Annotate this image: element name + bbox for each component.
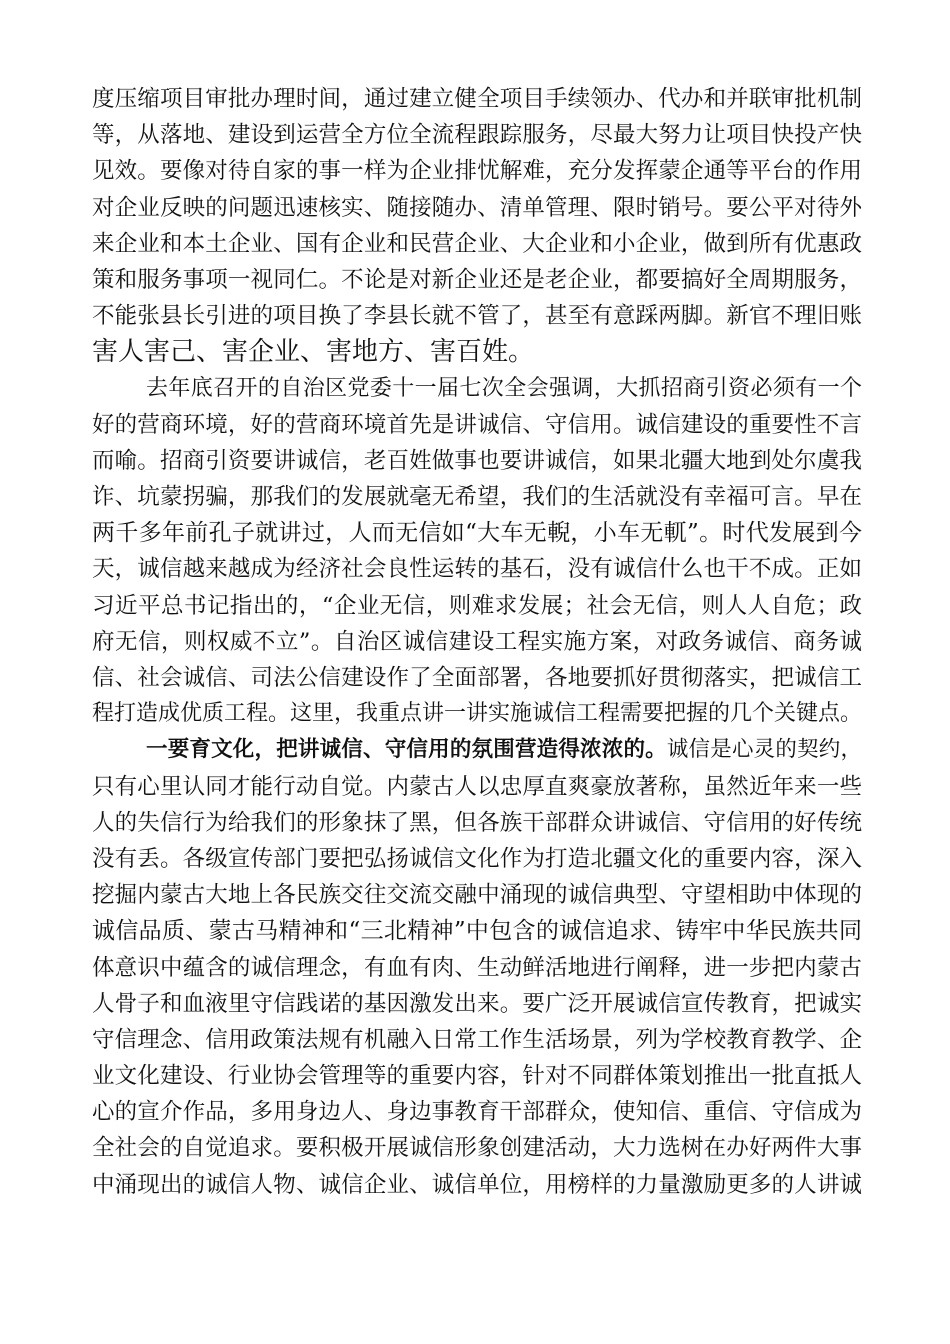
- paragraph-line: 只有心里认同才能行动自觉。内蒙古人以忠厚直爽豪放著称，虽然近年来一些: [92, 773, 862, 800]
- paragraph-line: 体意识中蕴含的诚信理念，有血有肉、生动鲜活地进行阐释，进一步把内蒙古: [92, 954, 862, 981]
- paragraph-line: 业文化建设、行业协会管理等的重要内容，针对不同群体策划推出一批直抵人: [92, 1063, 862, 1090]
- paragraph-line: 对企业反映的问题迅速核实、随接随办、清单管理、限时销号。要公平对待外: [92, 194, 862, 221]
- paragraph-line: 度压缩项目审批办理时间，通过建立健全项目手续领办、代办和并联审批机制: [92, 86, 862, 112]
- section-lead-heading: 一要育文化，把讲诚信、守信用的氛围营造得浓浓的。: [146, 737, 667, 763]
- paragraph-line: 人骨子和血液里守信践诺的基因激发出来。要广泛开展诚信宣传教育，把诚实: [92, 990, 862, 1017]
- paragraph-line: 信、社会诚信、司法公信建设作了全面部署，各地要抓好贯彻落实，把诚信工: [92, 665, 862, 691]
- paragraph-line: 天，诚信越来越成为经济社会良性运转的基石，没有诚信什么也干不成。正如: [92, 556, 862, 583]
- paragraph-line: 而喻。招商引资要讲诚信，老百姓做事也要讲诚信，如果北疆大地到处尔虞我: [92, 447, 862, 474]
- paragraph-line: 习近平总书记指出的，“企业无信，则难求发展；社会无信，则人人自危；政: [92, 592, 862, 619]
- paragraph-line: 见效。要像对待自家的事一样为企业排忧解难，充分发挥蒙企通等平台的作用: [92, 158, 862, 185]
- paragraph-3: [92, 732, 862, 1202]
- paragraph-line: 中涌现出的诚信人物、诚信企业、诚信单位，用榜样的力量激励更多的人讲诚: [92, 1171, 862, 1198]
- paragraph-line: 好的营商环境，好的营商环境首先是讲诚信、守信用。诚信建设的重要性不言: [92, 411, 862, 438]
- paragraph-line: [92, 732, 862, 768]
- paragraph-1: [92, 81, 862, 371]
- paragraph-line: 去年底召开的自治区党委十一届七次全会强调，大抓招商引资必须有一个: [146, 375, 862, 401]
- section-lead-text: 诚信是心灵的契约，: [666, 737, 862, 763]
- paragraph-line: 程打造成优质工程。这里，我重点讲一讲实施诚信工程需要把握的几个关键点。: [92, 701, 863, 727]
- paragraph-line: 诈、坑蒙拐骗，那我们的发展就毫无希望，我们的生活就没有幸福可言。早在: [92, 484, 862, 511]
- paragraph-line: 全社会的自觉追求。要积极开展诚信形象创建活动，大力选树在办好两件大事: [92, 1135, 862, 1162]
- paragraph-line: 两千多年前孔子就讲过，人而无信如“大车无輗，小车无軏”。时代发展到今: [92, 520, 862, 547]
- document-page: [92, 81, 862, 1203]
- paragraph-line: 不能张县长引进的项目换了李县长就不管了，甚至有意踩两脚。新官不理旧账: [92, 303, 862, 330]
- paragraph-line: 害人害己、害企业、害地方、害百姓。: [92, 337, 535, 368]
- paragraph-line: 人的失信行为给我们的形象抹了黑，但各族干部群众讲诚信、守信用的好传统: [92, 809, 862, 836]
- paragraph-line: 诚信品质、蒙古马精神和“三北精神”中包含的诚信追求、铸牢中华民族共同: [92, 918, 862, 945]
- paragraph-line: 策和服务事项一视同仁。不论是对新企业还是老企业，都要搞好全周期服务，: [92, 266, 862, 293]
- paragraph-line: 等，从落地、建设到运营全方位全流程跟踪服务，尽最大努力让项目快投产快: [92, 122, 862, 149]
- paragraph-line: 挖掘内蒙古大地上各民族交往交流交融中涌现的诚信典型、守望相助中体现的: [92, 882, 862, 909]
- paragraph-line: 守信理念、信用政策法规有机融入日常工作生活场景，列为学校教育教学、企: [92, 1026, 862, 1053]
- paragraph-2: [92, 371, 862, 733]
- paragraph-line: 没有丢。各级宣传部门要把弘扬诚信文化作为打造北疆文化的重要内容，深入: [92, 845, 862, 872]
- paragraph-line: 府无信，则权威不立”。自治区诚信建设工程实施方案，对政务诚信、商务诚: [92, 628, 862, 655]
- paragraph-line: 来企业和本土企业、国有企业和民营企业、大企业和小企业，做到所有优惠政: [92, 230, 862, 257]
- paragraph-line: 心的宣介作品，多用身边人、身边事教育干部群众，使知信、重信、守信成为: [92, 1099, 862, 1126]
